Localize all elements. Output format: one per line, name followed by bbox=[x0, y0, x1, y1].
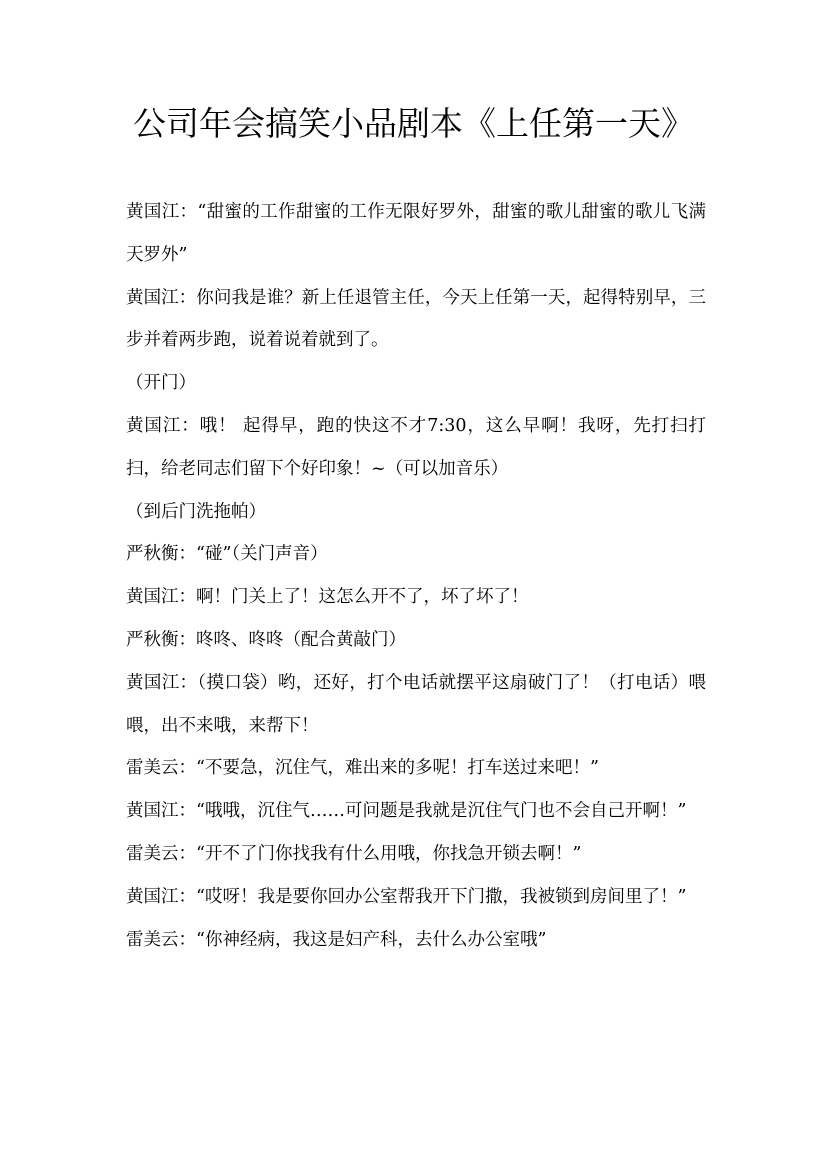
paragraph: 雷美云：“你神经病，我这是妇产科，去什么办公室哦” bbox=[126, 929, 547, 950]
paragraph: 雷美云：“开不了门你找我有什么用哦，你找急开锁去啊！” bbox=[126, 843, 582, 864]
document-title: 公司年会搞笑小品剧本《上任第一天》 bbox=[133, 104, 694, 143]
paragraph: 黄国江：“哦哦，沉住气……可问题是我就是沉住气门也不会自己开啊！” bbox=[126, 801, 687, 822]
paragraph: 黄国江：哦！ 起得早，跑的快这不才7:30，这么早啊！我呀，先打扫打扫，给老同志们留下个好印象！~（可以加音乐） bbox=[126, 415, 706, 479]
stage-direction: （开门） bbox=[126, 373, 196, 394]
paragraph: 黄国江：“哎呀！我是要你回办公室帮我开下门撒，我被锁到房间里了！” bbox=[126, 886, 687, 907]
stage-direction: （到后门洗拖帕） bbox=[126, 501, 266, 522]
paragraph: 严秋衡：“碰”（关门声音） bbox=[126, 544, 328, 565]
paragraph: 严秋衡：咚咚、咚咚（配合黄敲门） bbox=[126, 629, 406, 650]
paragraph: 黄国江：“甜蜜的工作甜蜜的工作无限好罗外，甜蜜的歌儿甜蜜的歌儿飞满天罗外” bbox=[126, 202, 706, 265]
paragraph: 雷美云：“不要急，沉住气，难出来的多呢！打车送过来吧！” bbox=[126, 758, 599, 779]
paragraph: 黄国江：啊！门关上了！这怎么开不了，坏了坏了！ bbox=[126, 587, 529, 608]
paragraph: 黄国江：（摸口袋）哟，还好，打个电话就摆平这扇破门了！（打电话）喂喂，出不来哦，来帮下！ bbox=[126, 672, 706, 736]
script-body bbox=[126, 191, 706, 961]
paragraph: 黄国江：你问我是谁？新上任退管主任，今天上任第一天，起得特别早，三步并着两步跑，说着说着就到了。 bbox=[126, 287, 706, 351]
